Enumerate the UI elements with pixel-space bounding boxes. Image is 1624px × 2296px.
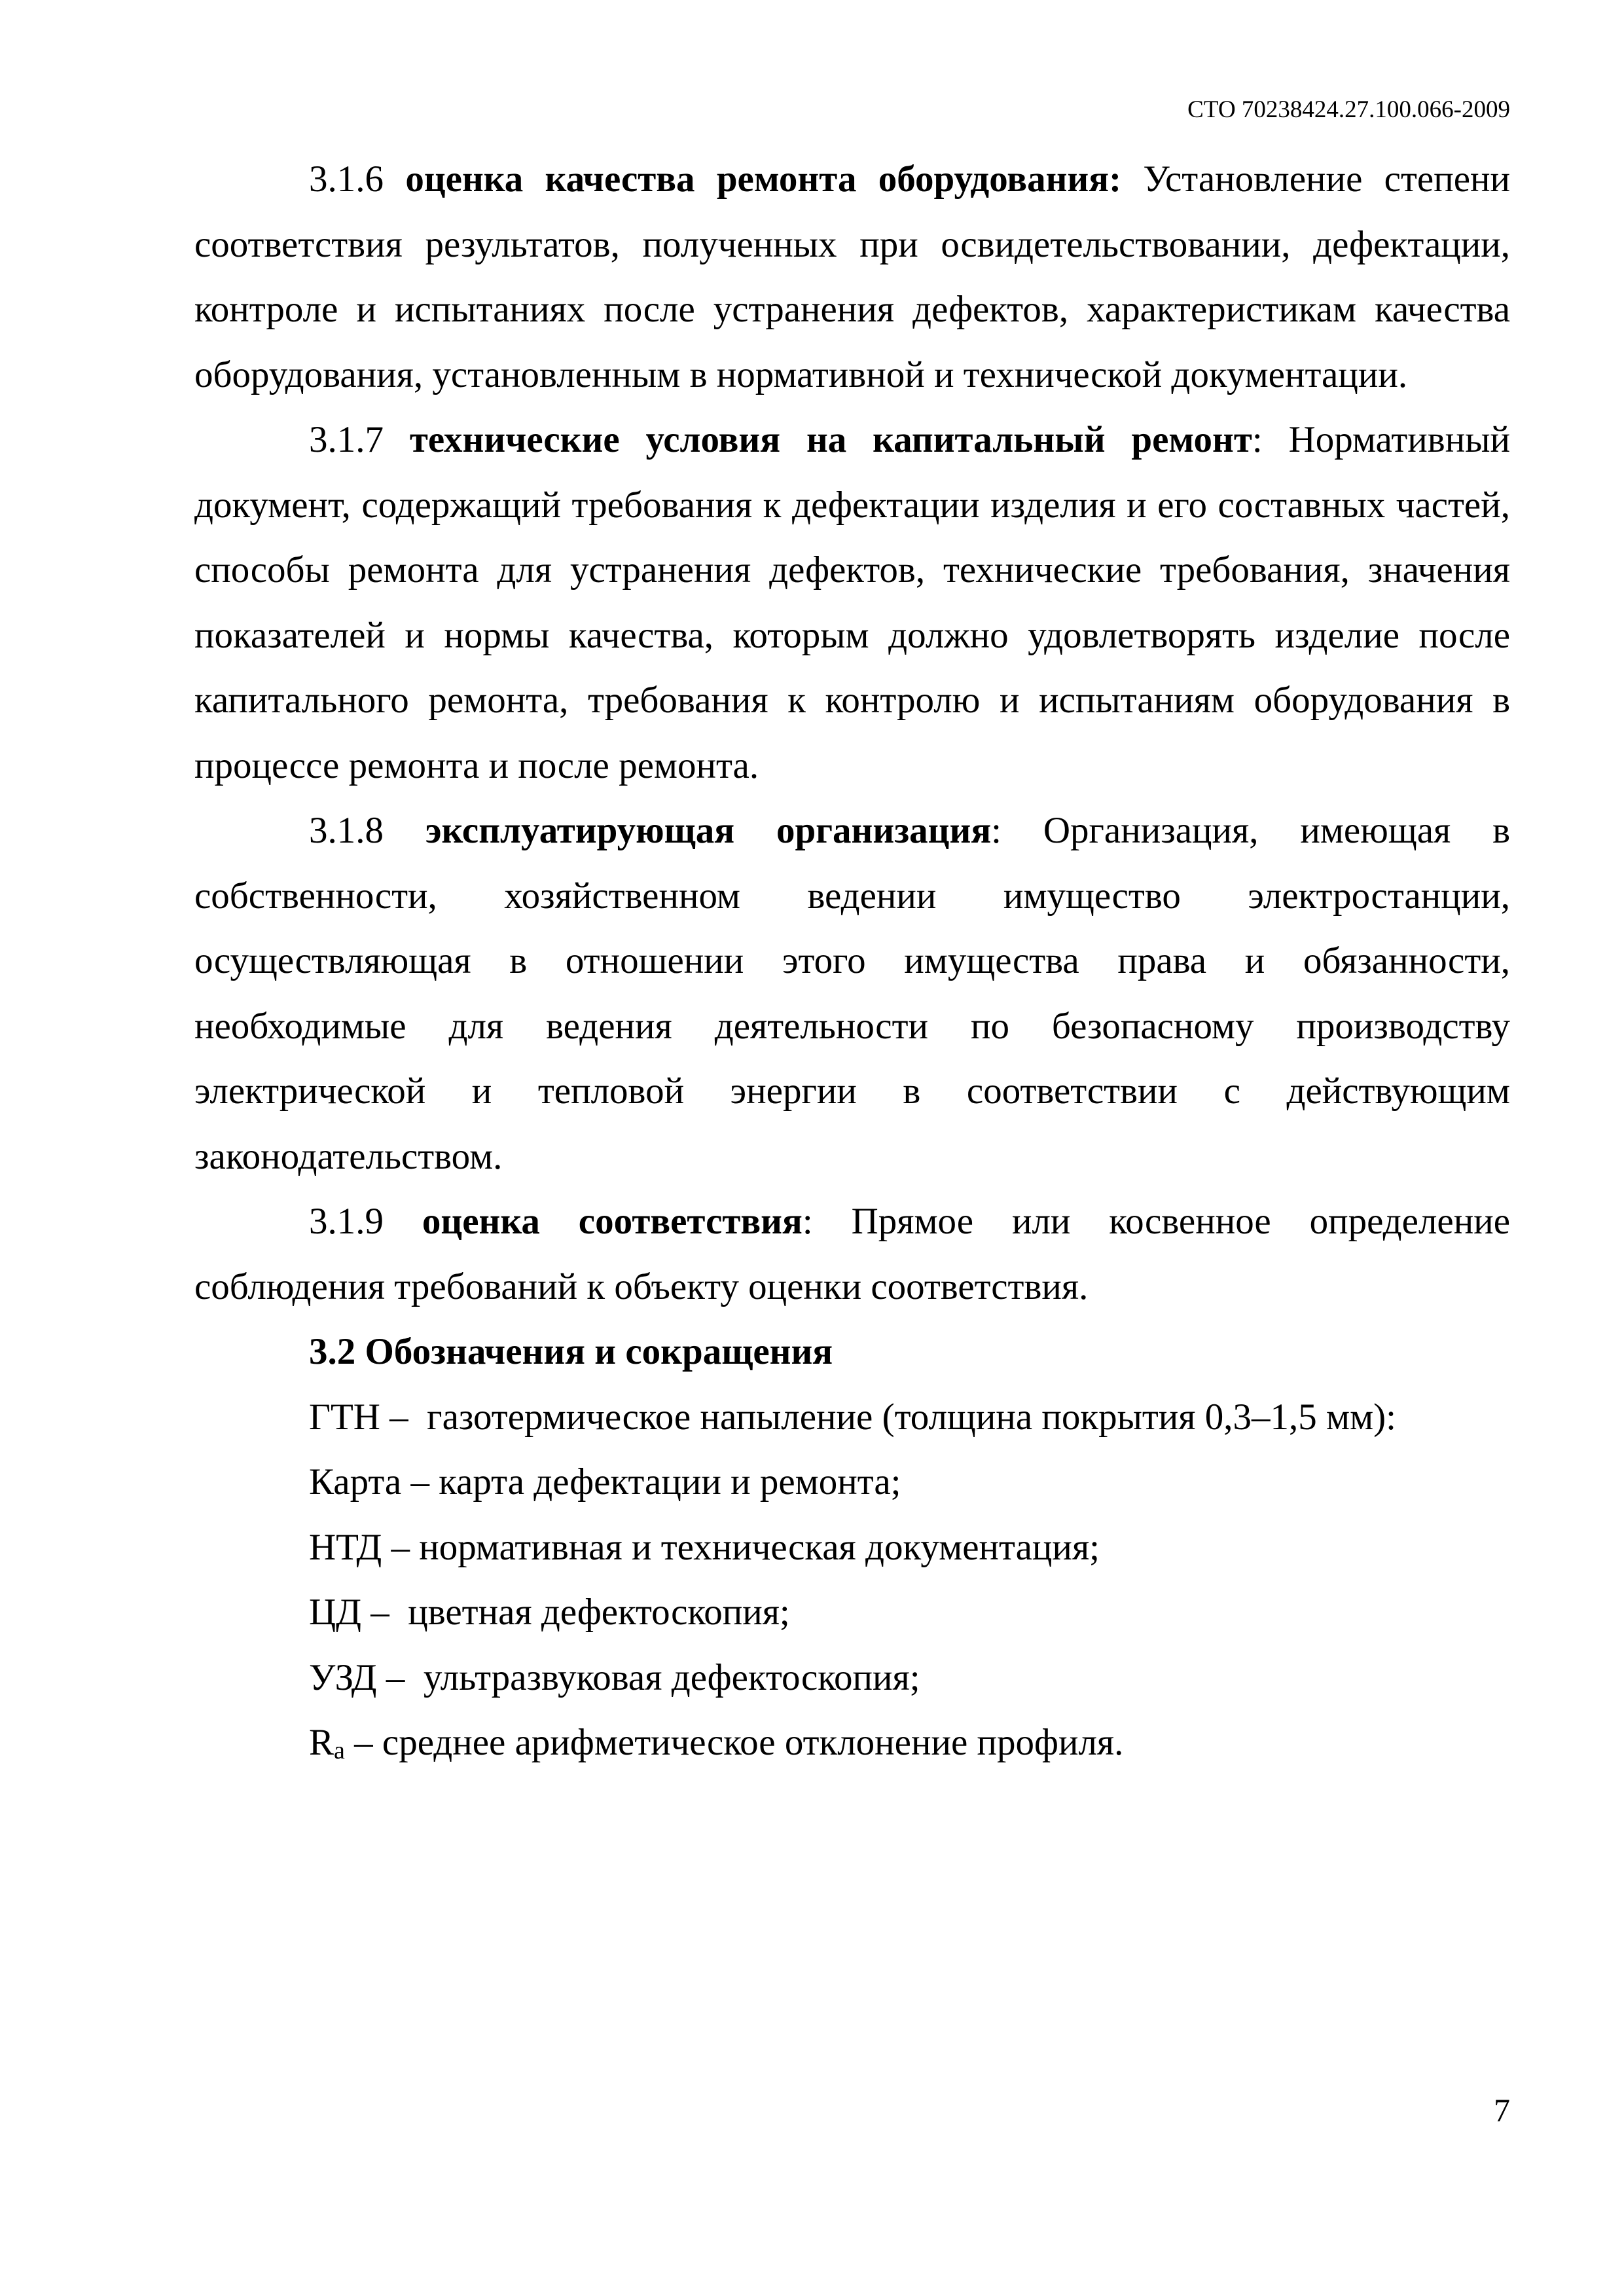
abbreviation-item: ГТН – газотермическое напыление (толщина покрытия 0,3–1,5 мм):	[309, 1396, 1396, 1438]
section-heading: 3.2 Обозначения и сокращения	[309, 1331, 833, 1372]
abbreviation-item: Карта – карта дефектации и ремонта;	[309, 1461, 901, 1503]
ra-subscript: a	[334, 1737, 345, 1764]
definition-number: 3.1.6	[309, 158, 384, 200]
definition-3-1-6	[194, 147, 1510, 407]
ra-text: – среднее арифметическое отклонение профиля.	[344, 1722, 1124, 1763]
definition-term: технические условия на капитальный ремонт	[409, 419, 1252, 460]
definition-3-1-8	[194, 798, 1510, 1189]
definition-3-1-9	[194, 1189, 1510, 1319]
definition-term: оценка соответствия	[422, 1201, 803, 1242]
definition-term: оценка качества ремонта оборудования:	[405, 158, 1122, 200]
definition-text: : Прямое или косвенное определение соблюдения требований к объекту оценки соответствия.	[194, 1201, 1511, 1307]
definition-number: 3.1.9	[309, 1201, 384, 1242]
definition-text: Установление степени соответствия результатов, полученных при освидетельствовании, дефектации, контроле и испытаниях после устранения дефектов, характеристикам качества оборудования, установленным в нормативной и технической документации.	[194, 158, 1511, 395]
definition-number: 3.1.7	[309, 419, 384, 460]
abbreviation-item: НТД – нормативная и техническая документация;	[309, 1526, 1100, 1568]
page-number: 7	[1494, 2092, 1510, 2128]
page-body	[194, 147, 1510, 1776]
abbreviation-item: УЗД – ультразвуковая дефектоскопия;	[309, 1656, 920, 1698]
definition-term: эксплуатирующая организация	[425, 810, 992, 851]
abbreviation-item: ЦД – цветная дефектоскопия;	[309, 1592, 790, 1633]
definition-text: : Организация, имеющая в собственности, хозяйственном ведении имущество электростанции, осуществляющая в отношении этого имущества права и обязанности, необходимые для ведения деятельности по безопасному производству электрической и тепловой энергии в соответствии с действующим законодательством.	[194, 810, 1510, 1177]
definition-text: : Нормативный документ, содержащий требования к дефектации изделия и его составных частей, способы ремонта для устранения дефектов, технические требования, значения показателей и нормы качества, которым должно удовлетворять изделие после капитального ремонта, требования к контролю и испытаниям оборудования в процессе ремонта и после ремонта.	[194, 419, 1511, 786]
abbreviation-item-ra	[194, 1710, 1510, 1776]
definition-3-1-7	[194, 407, 1510, 798]
document-code-header: СТО 70238424.27.100.066-2009	[1187, 96, 1510, 123]
ra-symbol: R	[309, 1722, 334, 1763]
definition-number: 3.1.8	[309, 810, 384, 851]
